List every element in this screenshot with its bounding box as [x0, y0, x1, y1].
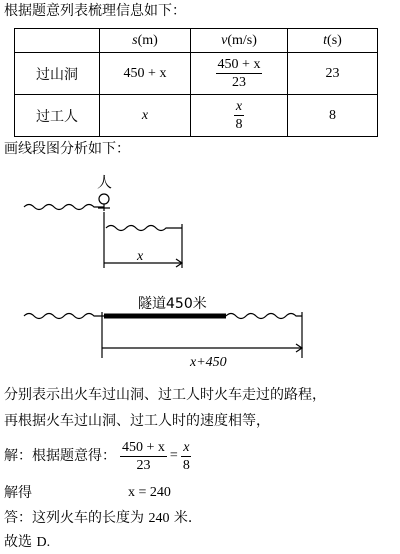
equals-sign: = — [169, 448, 178, 463]
fraction — [120, 440, 167, 473]
explain-line-1: 分别表示出火车过山洞、过工人时火车走过的路程， — [4, 387, 326, 403]
fraction — [181, 440, 192, 473]
explain-line-2: 再根据火车过山洞、过工人时的速度相等， — [4, 413, 270, 429]
diagram-worker — [0, 168, 400, 276]
wave-left — [24, 205, 104, 210]
wave-left — [24, 314, 104, 319]
cell-t: 23 — [288, 53, 378, 95]
solution-prefix: 解：根据题意得： — [4, 448, 116, 464]
fraction-numerator: x — [183, 439, 190, 455]
solution-equation — [4, 437, 192, 475]
fraction — [216, 57, 263, 90]
fraction-denominator: 23 — [232, 75, 246, 90]
person-head — [99, 194, 109, 204]
conclusion-prefix: 故选 — [4, 534, 37, 550]
cell-v — [191, 95, 288, 137]
tunnel-label: 隧道450米 — [138, 296, 207, 312]
header-empty — [15, 29, 100, 53]
cell-t: 8 — [288, 95, 378, 137]
table-row — [15, 53, 378, 95]
fraction-numerator: 450 + x — [217, 57, 261, 72]
wave-right — [226, 314, 302, 319]
table-header-row — [15, 29, 378, 53]
cell-s: 450 + x — [100, 53, 191, 95]
solve-result: x = 240 — [128, 485, 171, 500]
conclusion-suffix: . — [46, 535, 51, 550]
answer-value: 240 — [148, 511, 170, 526]
solve-label: 解得 — [4, 485, 32, 501]
cell-v — [191, 53, 288, 95]
length-label: x — [137, 249, 144, 264]
answer-line — [4, 509, 192, 528]
table-row — [15, 95, 378, 137]
fraction-denominator: 8 — [182, 457, 190, 473]
answer-suffix: 米. — [169, 510, 193, 526]
diagram-tunnel — [0, 286, 400, 372]
cell-s: x — [100, 95, 191, 137]
fraction-denominator: 23 — [136, 457, 151, 473]
person-glyph: 人 — [97, 173, 113, 191]
conclusion-choice: D — [36, 535, 47, 550]
length-label: x+450 — [190, 355, 227, 370]
header-s: s(m) — [100, 29, 191, 53]
header-v: v(m/s) — [191, 29, 288, 53]
info-table — [14, 28, 378, 137]
wave-train — [106, 226, 182, 231]
fraction-numerator: 450 + x — [122, 439, 165, 455]
fraction-numerator: x — [235, 99, 243, 114]
answer-prefix: 答：这列火车的长度为 — [4, 510, 149, 526]
fraction-denominator: 8 — [235, 117, 243, 132]
conclusion-line — [4, 533, 50, 552]
header-t: t(s) — [288, 29, 378, 53]
row-label: 过山洞 — [15, 53, 100, 95]
row-label: 过工人 — [15, 95, 100, 137]
fraction — [234, 99, 245, 132]
intro-text: 根据题意列表梳理信息如下： — [4, 3, 186, 19]
diagram-intro-text: 画线段图分析如下： — [4, 141, 130, 157]
